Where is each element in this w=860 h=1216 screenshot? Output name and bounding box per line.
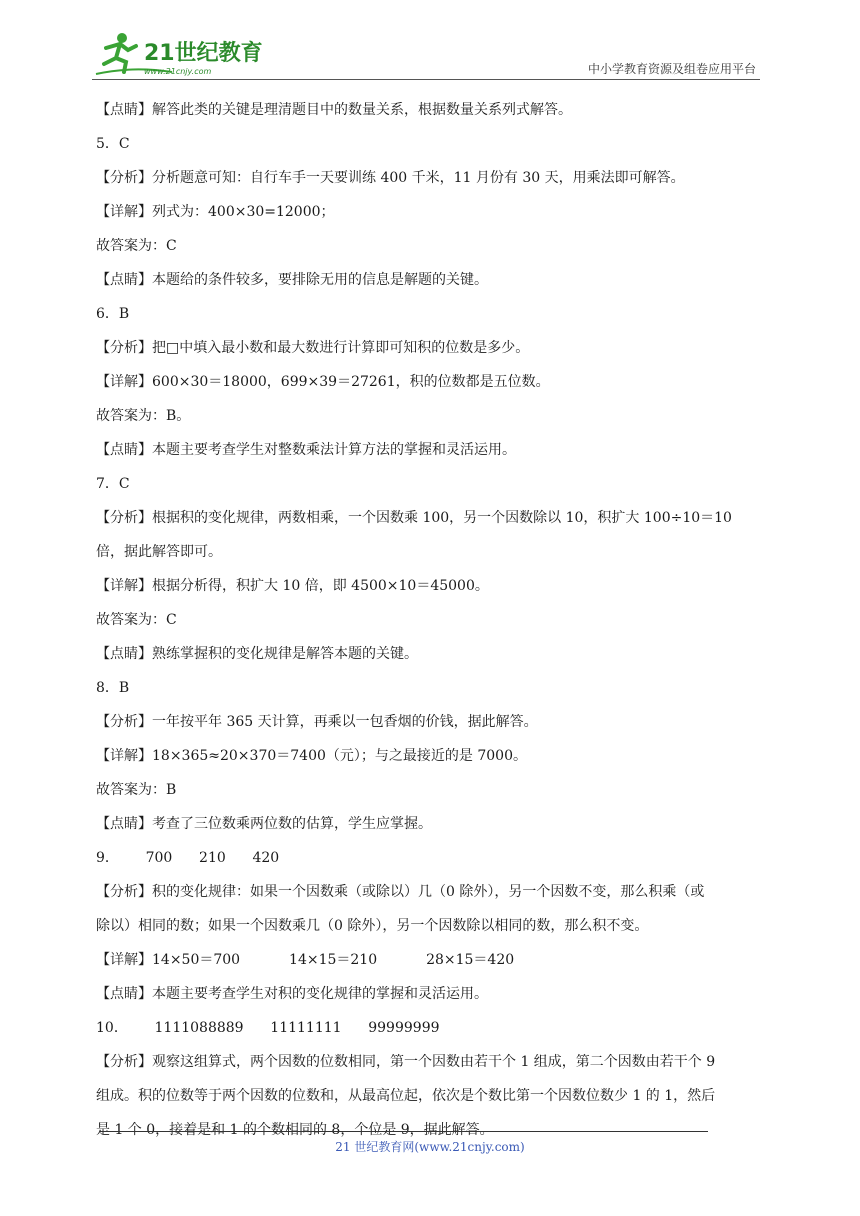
text-line: 【点睛】本题给的条件较多，要排除无用的信息是解题的关键。: [96, 272, 488, 288]
document-body: [96, 100, 766, 1154]
text-line: 除以）相同的数；如果一个因数乘几（0 除外），另一个因数除以相同的数，那么积不变。: [96, 918, 649, 934]
text-line: 【分析】把□中填入最小数和最大数进行计算即可知积的位数是多少。: [96, 340, 530, 356]
svg-text:www.21cnjy.com: www.21cnjy.com: [144, 67, 212, 76]
text-line: 【详解】14×50＝700 14×15＝210 28×15＝420: [96, 952, 515, 968]
text-line: 【详解】18×365≈20×370＝7400（元）；与之最接近的是 7000。: [96, 748, 527, 764]
site-logo: [92, 30, 262, 78]
text-line: 故答案为：C: [96, 612, 177, 628]
text-line: 【分析】积的变化规律：如果一个因数乘（或除以）几（0 除外），另一个因数不变，那么积乘（或: [96, 884, 705, 900]
footer-divider: [100, 1131, 708, 1132]
text-line: 【详解】根据分析得，积扩大 10 倍，即 4500×10＝45000。: [96, 578, 489, 594]
question-number: 7．C: [96, 476, 130, 492]
text-line: 【详解】600×30＝18000，699×39＝27261，积的位数都是五位数。: [96, 374, 550, 390]
text-line: 【详解】列式为：400×30=12000；: [96, 204, 335, 220]
header-platform-text: 中小学教育资源及组卷应用平台: [587, 62, 756, 76]
text-line: 【分析】根据积的变化规律，两数相乘，一个因数乘 100，另一个因数除以 10，积扩大 100÷10＝10: [96, 510, 732, 526]
question-number: 9． 700 210 420: [96, 850, 280, 866]
text-line: 倍，据此解答即可。: [96, 544, 222, 560]
text-line: 【分析】一年按平年 365 天计算，再乘以一包香烟的价钱，据此解答。: [96, 714, 538, 730]
text-line: 【点睛】本题主要考查学生对积的变化规律的掌握和灵活运用。: [96, 986, 488, 1002]
runner-logo-icon: [92, 30, 262, 78]
footer-link[interactable]: 21 世纪教育网(www.21cnjy.com): [335, 1140, 525, 1154]
text-line: 【点睛】本题主要考查学生对整数乘法计算方法的掌握和灵活运用。: [96, 442, 516, 458]
question-number: 8．B: [96, 680, 130, 696]
question-number: 10． 1111088889 11111111 99999999: [96, 1020, 440, 1036]
page-header: [0, 0, 860, 82]
text-line: 组成。积的位数等于两个因数的位数和，从最高位起，依次是个数比第一个因数位数少 1 的 1，然后: [96, 1088, 716, 1104]
text-line: 故答案为：C: [96, 238, 177, 254]
question-number: 5．C: [96, 136, 130, 152]
text-line: 【点睛】考查了三位数乘两位数的估算，学生应掌握。: [96, 816, 432, 832]
text-line: 故答案为：B。: [96, 408, 191, 424]
svg-text:21世纪教育: 21世纪教育: [144, 41, 262, 66]
text-line: 【点睛】熟练掌握积的变化规律是解答本题的关键。: [96, 646, 418, 662]
header-divider: [92, 79, 760, 80]
question-number: 6．B: [96, 306, 130, 322]
text-line: 【分析】观察这组算式，两个因数的位数相同，第一个因数由若干个 1 组成，第二个因数由若干个 9: [96, 1054, 716, 1070]
text-line: 【点睛】解答此类的关键是理清题目中的数量关系，根据数量关系列式解答。: [96, 102, 572, 118]
text-line: 【分析】分析题意可知：自行车手一天要训练 400 千米，11 月份有 30 天，用乘法即可解答。: [96, 170, 685, 186]
text-line: 是 1 个 0，接着是和 1 的个数相同的 8，个位是 9，据此解答。: [96, 1122, 494, 1138]
text-line: 故答案为：B: [96, 782, 177, 798]
